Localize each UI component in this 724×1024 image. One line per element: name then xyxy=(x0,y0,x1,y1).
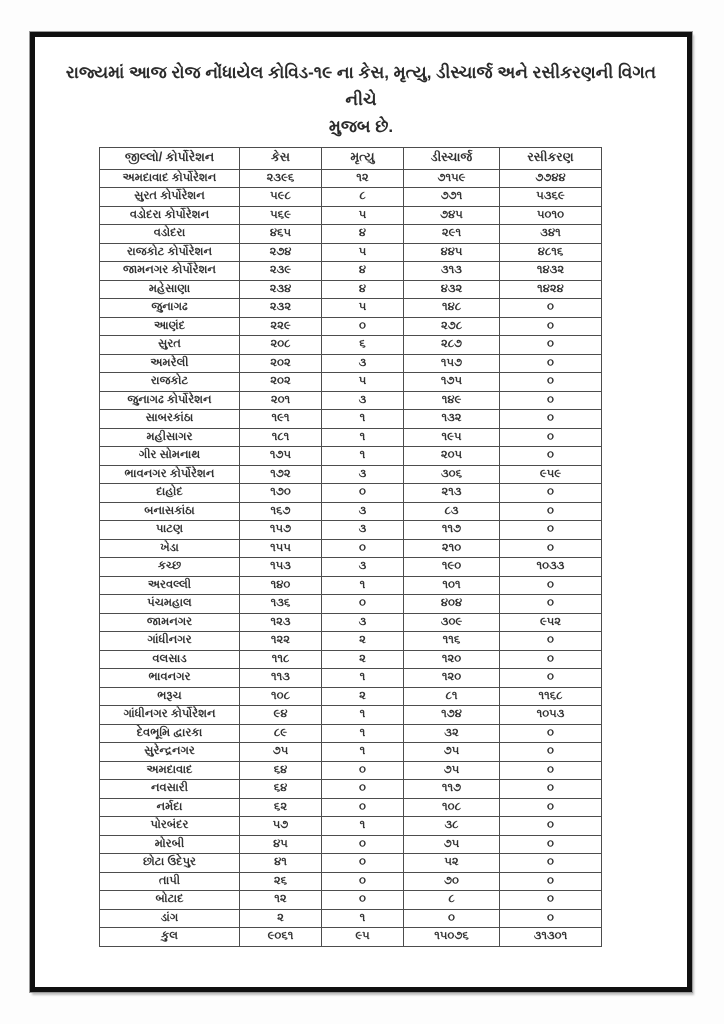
table-row xyxy=(100,613,602,632)
cell-deaths: ૩ xyxy=(322,613,404,632)
table-row xyxy=(100,373,602,392)
cell-discharge: ૧૧૭ xyxy=(404,780,500,799)
cell-cases: ૧૭૫ xyxy=(240,447,322,466)
cell-deaths: ૨ xyxy=(322,632,404,651)
cell-cases: ૮૯ xyxy=(240,724,322,743)
table-row xyxy=(100,724,602,743)
cell-vaccination: ૩૪૧ xyxy=(500,225,602,244)
cell-deaths: ૦ xyxy=(322,854,404,873)
cell-cases: ૨૭૪ xyxy=(240,243,322,262)
header-cases: કેસ xyxy=(240,147,322,169)
cell-deaths: ૦ xyxy=(322,539,404,558)
cell-deaths: ૦ xyxy=(322,872,404,891)
cell-district: જામનગર xyxy=(100,613,240,632)
cell-cases: ૨૩૯૬ xyxy=(240,169,322,188)
cell-discharge: ૪૪૫ xyxy=(404,243,500,262)
table-row xyxy=(100,410,602,429)
cell-discharge: ૧૨૦ xyxy=(404,669,500,688)
cell-cases: ૨૦૨ xyxy=(240,373,322,392)
cell-cases: ૪૫ xyxy=(240,835,322,854)
cell-cases: ૨૦૮ xyxy=(240,336,322,355)
table-row xyxy=(100,521,602,540)
cell-district: ખેડા xyxy=(100,539,240,558)
cell-deaths: ૫ xyxy=(322,243,404,262)
cell-discharge: ૭૫ xyxy=(404,761,500,780)
cell-district: મોરબી xyxy=(100,835,240,854)
table-row xyxy=(100,761,602,780)
cell-discharge: ૫૨ xyxy=(404,854,500,873)
cell-deaths: ૧ xyxy=(322,817,404,836)
cell-deaths: ૧ xyxy=(322,724,404,743)
cell-discharge: ૩૮ xyxy=(404,817,500,836)
cell-discharge: ૧૫૭ xyxy=(404,354,500,373)
cell-cases: ૬૪ xyxy=(240,761,322,780)
table-row xyxy=(100,391,602,410)
table-row xyxy=(100,780,602,799)
cell-discharge: ૧૪૮ xyxy=(404,299,500,318)
cell-vaccination: ૦ xyxy=(500,669,602,688)
table-row xyxy=(100,299,602,318)
cell-discharge: ૭૫ xyxy=(404,835,500,854)
cell-vaccination: ૦ xyxy=(500,484,602,503)
cell-cases: ૪૬૫ xyxy=(240,225,322,244)
cell-vaccination: ૦ xyxy=(500,872,602,891)
cell-district: ગાંધીનગર કોર્પોરેશન xyxy=(100,706,240,725)
cell-vaccination: ૫૩૬૯ xyxy=(500,188,602,207)
cell-deaths: ૧ xyxy=(322,743,404,762)
cell-discharge: ૪૦૪ xyxy=(404,595,500,614)
table-row xyxy=(100,595,602,614)
cell-vaccination: ૦ xyxy=(500,650,602,669)
cell-cases: ૧૦૮ xyxy=(240,687,322,706)
table-row xyxy=(100,632,602,651)
cell-district: રાજકોટ xyxy=(100,373,240,392)
header-district: જીલ્લો/ કોર્પોરેશન xyxy=(100,147,240,169)
cell-deaths: ૩ xyxy=(322,521,404,540)
cell-deaths: ૦ xyxy=(322,891,404,910)
cell-district: કુલ xyxy=(100,928,240,947)
cell-deaths: ૧ xyxy=(322,410,404,429)
table-body xyxy=(100,169,602,946)
cell-deaths: ૩ xyxy=(322,465,404,484)
cell-deaths: ૪ xyxy=(322,262,404,281)
table-row xyxy=(100,909,602,928)
table-row xyxy=(100,243,602,262)
table-row xyxy=(100,354,602,373)
covid-stats-table xyxy=(99,147,602,947)
cell-cases: ૨૩૨ xyxy=(240,299,322,318)
cell-cases: ૯૦૬૧ xyxy=(240,928,322,947)
cell-district: ભાવનગર xyxy=(100,669,240,688)
cell-discharge: ૧૨૦ xyxy=(404,650,500,669)
cell-vaccination: ૭૭૪૪ xyxy=(500,169,602,188)
header-deaths: મૃત્યુ xyxy=(322,147,404,169)
cell-district: અમદાવાદ xyxy=(100,761,240,780)
cell-cases: ૧૭૦ xyxy=(240,484,322,503)
cell-deaths: ૮ xyxy=(322,188,404,207)
cell-vaccination: ૪૮૧૬ xyxy=(500,243,602,262)
cell-vaccination: ૧૧૬૮ xyxy=(500,687,602,706)
cell-discharge: ૧૭૪ xyxy=(404,706,500,725)
cell-deaths: ૯૫ xyxy=(322,928,404,947)
cell-deaths: ૫ xyxy=(322,206,404,225)
cell-cases: ૯૪ xyxy=(240,706,322,725)
cell-district: છોટા ઉદેપુર xyxy=(100,854,240,873)
cell-discharge: ૨૧૩ xyxy=(404,484,500,503)
cell-vaccination: ૦ xyxy=(500,299,602,318)
cell-deaths: ૩ xyxy=(322,502,404,521)
cell-district: જુનાગઢ કોર્પોરેશન xyxy=(100,391,240,410)
cell-cases: ૧૪૦ xyxy=(240,576,322,595)
cell-vaccination: ૦ xyxy=(500,521,602,540)
table-row xyxy=(100,336,602,355)
cell-cases: ૧૯૧ xyxy=(240,410,322,429)
cell-vaccination: ૦ xyxy=(500,798,602,817)
cell-cases: ૧૬૭ xyxy=(240,502,322,521)
cell-vaccination: ૦ xyxy=(500,724,602,743)
cell-vaccination: ૧૪૨૪ xyxy=(500,280,602,299)
cell-deaths: ૧ xyxy=(322,909,404,928)
cell-deaths: ૦ xyxy=(322,761,404,780)
cell-discharge: ૭૭૧ xyxy=(404,188,500,207)
cell-deaths: ૩ xyxy=(322,558,404,577)
cell-district: ગાંધીનગર xyxy=(100,632,240,651)
cell-vaccination: ૩૧૩૦૧ xyxy=(500,928,602,947)
cell-district: રાજકોટ કોર્પોરેશન xyxy=(100,243,240,262)
cell-district: વલસાડ xyxy=(100,650,240,669)
cell-vaccination: ૦ xyxy=(500,391,602,410)
cell-cases: ૧૨૩ xyxy=(240,613,322,632)
cell-district: આણંદ xyxy=(100,317,240,336)
table-row xyxy=(100,650,602,669)
cell-district: કચ્છ xyxy=(100,558,240,577)
table-header xyxy=(100,147,602,169)
cell-discharge: ૧૯૦ xyxy=(404,558,500,577)
cell-vaccination: ૧૪૩૨ xyxy=(500,262,602,281)
cell-deaths: ૪ xyxy=(322,280,404,299)
cell-cases: ૨૨૯ xyxy=(240,317,322,336)
cell-vaccination: ૦ xyxy=(500,780,602,799)
cell-cases: ૬૨ xyxy=(240,798,322,817)
cell-discharge: ૧૧૭ xyxy=(404,521,500,540)
cell-vaccination: ૦ xyxy=(500,317,602,336)
cell-cases: ૧૮૧ xyxy=(240,428,322,447)
cell-deaths: ૧ xyxy=(322,447,404,466)
cell-district: સુરેન્દ્રનગર xyxy=(100,743,240,762)
cell-discharge: ૧૪૯ xyxy=(404,391,500,410)
cell-discharge: ૨૮૭ xyxy=(404,336,500,355)
cell-deaths: ૫ xyxy=(322,373,404,392)
cell-district: ભાવનગર કોર્પોરેશન xyxy=(100,465,240,484)
cell-district: જુનાગઢ xyxy=(100,299,240,318)
cell-cases: ૧૭૨ xyxy=(240,465,322,484)
cell-cases: ૧૧૩ xyxy=(240,669,322,688)
cell-deaths: ૧ xyxy=(322,576,404,595)
table-header-row xyxy=(100,147,602,169)
cell-district: અમદાવાદ કોર્પોરેશન xyxy=(100,169,240,188)
table-row xyxy=(100,428,602,447)
cell-cases: ૧૫૭ xyxy=(240,521,322,540)
cell-vaccination: ૦ xyxy=(500,576,602,595)
cell-vaccination: ૦ xyxy=(500,336,602,355)
cell-district: અરવલ્લી xyxy=(100,576,240,595)
cell-deaths: ૧ xyxy=(322,428,404,447)
cell-cases: ૧૨ xyxy=(240,891,322,910)
cell-vaccination: ૦ xyxy=(500,854,602,873)
cell-discharge: ૮૧ xyxy=(404,687,500,706)
cell-district: બોટાદ xyxy=(100,891,240,910)
cell-district: મહીસાગર xyxy=(100,428,240,447)
table-row xyxy=(100,558,602,577)
cell-discharge: ૮૩ xyxy=(404,502,500,521)
cell-vaccination: ૦ xyxy=(500,539,602,558)
cell-discharge: ૦ xyxy=(404,909,500,928)
scanned-document-page xyxy=(30,32,692,992)
cell-discharge: ૮ xyxy=(404,891,500,910)
table-row xyxy=(100,798,602,817)
cell-vaccination: ૦ xyxy=(500,632,602,651)
cell-discharge: ૭૫ xyxy=(404,743,500,762)
table-row xyxy=(100,854,602,873)
cell-discharge: ૨૭૮ xyxy=(404,317,500,336)
cell-discharge: ૭૧૫૯ xyxy=(404,169,500,188)
table-row xyxy=(100,317,602,336)
cell-cases: ૨૦૧ xyxy=(240,391,322,410)
cell-district: પાટણ xyxy=(100,521,240,540)
cell-vaccination: ૦ xyxy=(500,743,602,762)
cell-cases: ૨ xyxy=(240,909,322,928)
table-row xyxy=(100,835,602,854)
cell-district: તાપી xyxy=(100,872,240,891)
table-row xyxy=(100,576,602,595)
cell-deaths: ૦ xyxy=(322,484,404,503)
cell-cases: ૭૫ xyxy=(240,743,322,762)
table-row xyxy=(100,743,602,762)
cell-discharge: ૩૧૩ xyxy=(404,262,500,281)
cell-cases: ૧૫૩ xyxy=(240,558,322,577)
table-row xyxy=(100,447,602,466)
cell-cases: ૧૧૮ xyxy=(240,650,322,669)
cell-discharge: ૧૧૬ xyxy=(404,632,500,651)
cell-vaccination: ૫૦૧૦ xyxy=(500,206,602,225)
table-row xyxy=(100,706,602,725)
cell-vaccination: ૦ xyxy=(500,373,602,392)
cell-deaths: ૩ xyxy=(322,354,404,373)
cell-district: દેવભૂમિ દ્વારકા xyxy=(100,724,240,743)
cell-discharge: ૪૩૨ xyxy=(404,280,500,299)
table-row xyxy=(100,262,602,281)
table-row xyxy=(100,669,602,688)
cell-discharge: ૭૪૫ xyxy=(404,206,500,225)
cell-deaths: ૦ xyxy=(322,798,404,817)
cell-deaths: ૫ xyxy=(322,299,404,318)
cell-deaths: ૬ xyxy=(322,336,404,355)
cell-vaccination: ૦ xyxy=(500,502,602,521)
cell-deaths: ૧ xyxy=(322,706,404,725)
table-row xyxy=(100,280,602,299)
cell-district: વડોદરા xyxy=(100,225,240,244)
table-row xyxy=(100,225,602,244)
cell-deaths: ૧ xyxy=(322,669,404,688)
cell-district: ગીર સોમનાથ xyxy=(100,447,240,466)
cell-vaccination: ૦ xyxy=(500,891,602,910)
table-row xyxy=(100,465,602,484)
cell-discharge: ૩૨ xyxy=(404,724,500,743)
cell-district: મહેસાણા xyxy=(100,280,240,299)
cell-deaths: ૩ xyxy=(322,391,404,410)
cell-vaccination: ૦ xyxy=(500,761,602,780)
header-discharge: ડીસ્ચાર્જ xyxy=(404,147,500,169)
cell-district: દાહોદ xyxy=(100,484,240,503)
cell-vaccination: ૦ xyxy=(500,354,602,373)
cell-district: નર્મદા xyxy=(100,798,240,817)
cell-discharge: ૧૯૫ xyxy=(404,428,500,447)
table-row xyxy=(100,687,602,706)
cell-cases: ૬૪ xyxy=(240,780,322,799)
cell-vaccination: ૧૦૫૩ xyxy=(500,706,602,725)
cell-discharge: ૧૦૧ xyxy=(404,576,500,595)
cell-cases: ૨૩૪ xyxy=(240,280,322,299)
cell-vaccination: ૦ xyxy=(500,447,602,466)
document-title xyxy=(63,59,659,141)
cell-discharge: ૨૧૦ xyxy=(404,539,500,558)
table-row xyxy=(100,502,602,521)
cell-discharge: ૧૫૦૭૬ xyxy=(404,928,500,947)
table-row xyxy=(100,169,602,188)
cell-discharge: ૭૦ xyxy=(404,872,500,891)
cell-cases: ૫૯૮ xyxy=(240,188,322,207)
cell-deaths: ૦ xyxy=(322,780,404,799)
cell-district: સુરત કોર્પોરેશન xyxy=(100,188,240,207)
cell-district: નવસારી xyxy=(100,780,240,799)
cell-vaccination: ૦ xyxy=(500,835,602,854)
cell-vaccination: ૧૦૩૩ xyxy=(500,558,602,577)
cell-district: પોરબંદર xyxy=(100,817,240,836)
cell-deaths: ૦ xyxy=(322,835,404,854)
cell-discharge: ૨૦૫ xyxy=(404,447,500,466)
table-row xyxy=(100,817,602,836)
table-row xyxy=(100,206,602,225)
cell-cases: ૧૩૬ xyxy=(240,595,322,614)
cell-discharge: ૨૯૧ xyxy=(404,225,500,244)
cell-vaccination: ૦ xyxy=(500,595,602,614)
table-row xyxy=(100,891,602,910)
cell-cases: ૫૭ xyxy=(240,817,322,836)
cell-district: અમરેલી xyxy=(100,354,240,373)
cell-district: ભરૂચ xyxy=(100,687,240,706)
cell-district: સાબરકાંઠા xyxy=(100,410,240,429)
cell-district: વડોદરા કોર્પોરેશન xyxy=(100,206,240,225)
cell-vaccination: ૯૫૯ xyxy=(500,465,602,484)
cell-deaths: ૪ xyxy=(322,225,404,244)
header-vaccination: રસીકરણ xyxy=(500,147,602,169)
cell-district: જામનગર કોર્પોરેશન xyxy=(100,262,240,281)
cell-deaths: ૦ xyxy=(322,317,404,336)
cell-cases: ૨૩૯ xyxy=(240,262,322,281)
cell-discharge: ૩૦૬ xyxy=(404,465,500,484)
cell-cases: ૫૬૯ xyxy=(240,206,322,225)
document-title-line1: રાજ્યમાં આજ રોજ નોંધાયેલ કોવિડ-૧૯ ના કેસ, મૃત્યુ, ડીસ્ચાર્જ અને રસીકરણની વિગત નીચે xyxy=(65,63,657,110)
cell-district: પંચમહાલ xyxy=(100,595,240,614)
cell-discharge: ૧૩૨ xyxy=(404,410,500,429)
cell-vaccination: ૦ xyxy=(500,909,602,928)
cell-district: ડાંગ xyxy=(100,909,240,928)
document-title-line2: મુજબ છે. xyxy=(328,117,394,137)
cell-vaccination: ૦ xyxy=(500,817,602,836)
cell-district: બનાસકાંઠા xyxy=(100,502,240,521)
cell-cases: ૨૬ xyxy=(240,872,322,891)
cell-district: સુરત xyxy=(100,336,240,355)
table-row xyxy=(100,484,602,503)
cell-cases: ૨૦૨ xyxy=(240,354,322,373)
cell-discharge: ૧૦૮ xyxy=(404,798,500,817)
cell-vaccination: ૯૫૨ xyxy=(500,613,602,632)
cell-deaths: ૦ xyxy=(322,595,404,614)
table-row xyxy=(100,188,602,207)
table-row xyxy=(100,872,602,891)
cell-vaccination: ૦ xyxy=(500,410,602,429)
cell-discharge: ૧૭૫ xyxy=(404,373,500,392)
cell-discharge: ૩૦૯ xyxy=(404,613,500,632)
cell-cases: ૧૨૨ xyxy=(240,632,322,651)
cell-cases: ૪૧ xyxy=(240,854,322,873)
cell-vaccination: ૦ xyxy=(500,428,602,447)
cell-cases: ૧૫૫ xyxy=(240,539,322,558)
cell-deaths: ૨ xyxy=(322,650,404,669)
table-row xyxy=(100,928,602,947)
table-row xyxy=(100,539,602,558)
cell-deaths: ૨ xyxy=(322,687,404,706)
cell-deaths: ૧૨ xyxy=(322,169,404,188)
